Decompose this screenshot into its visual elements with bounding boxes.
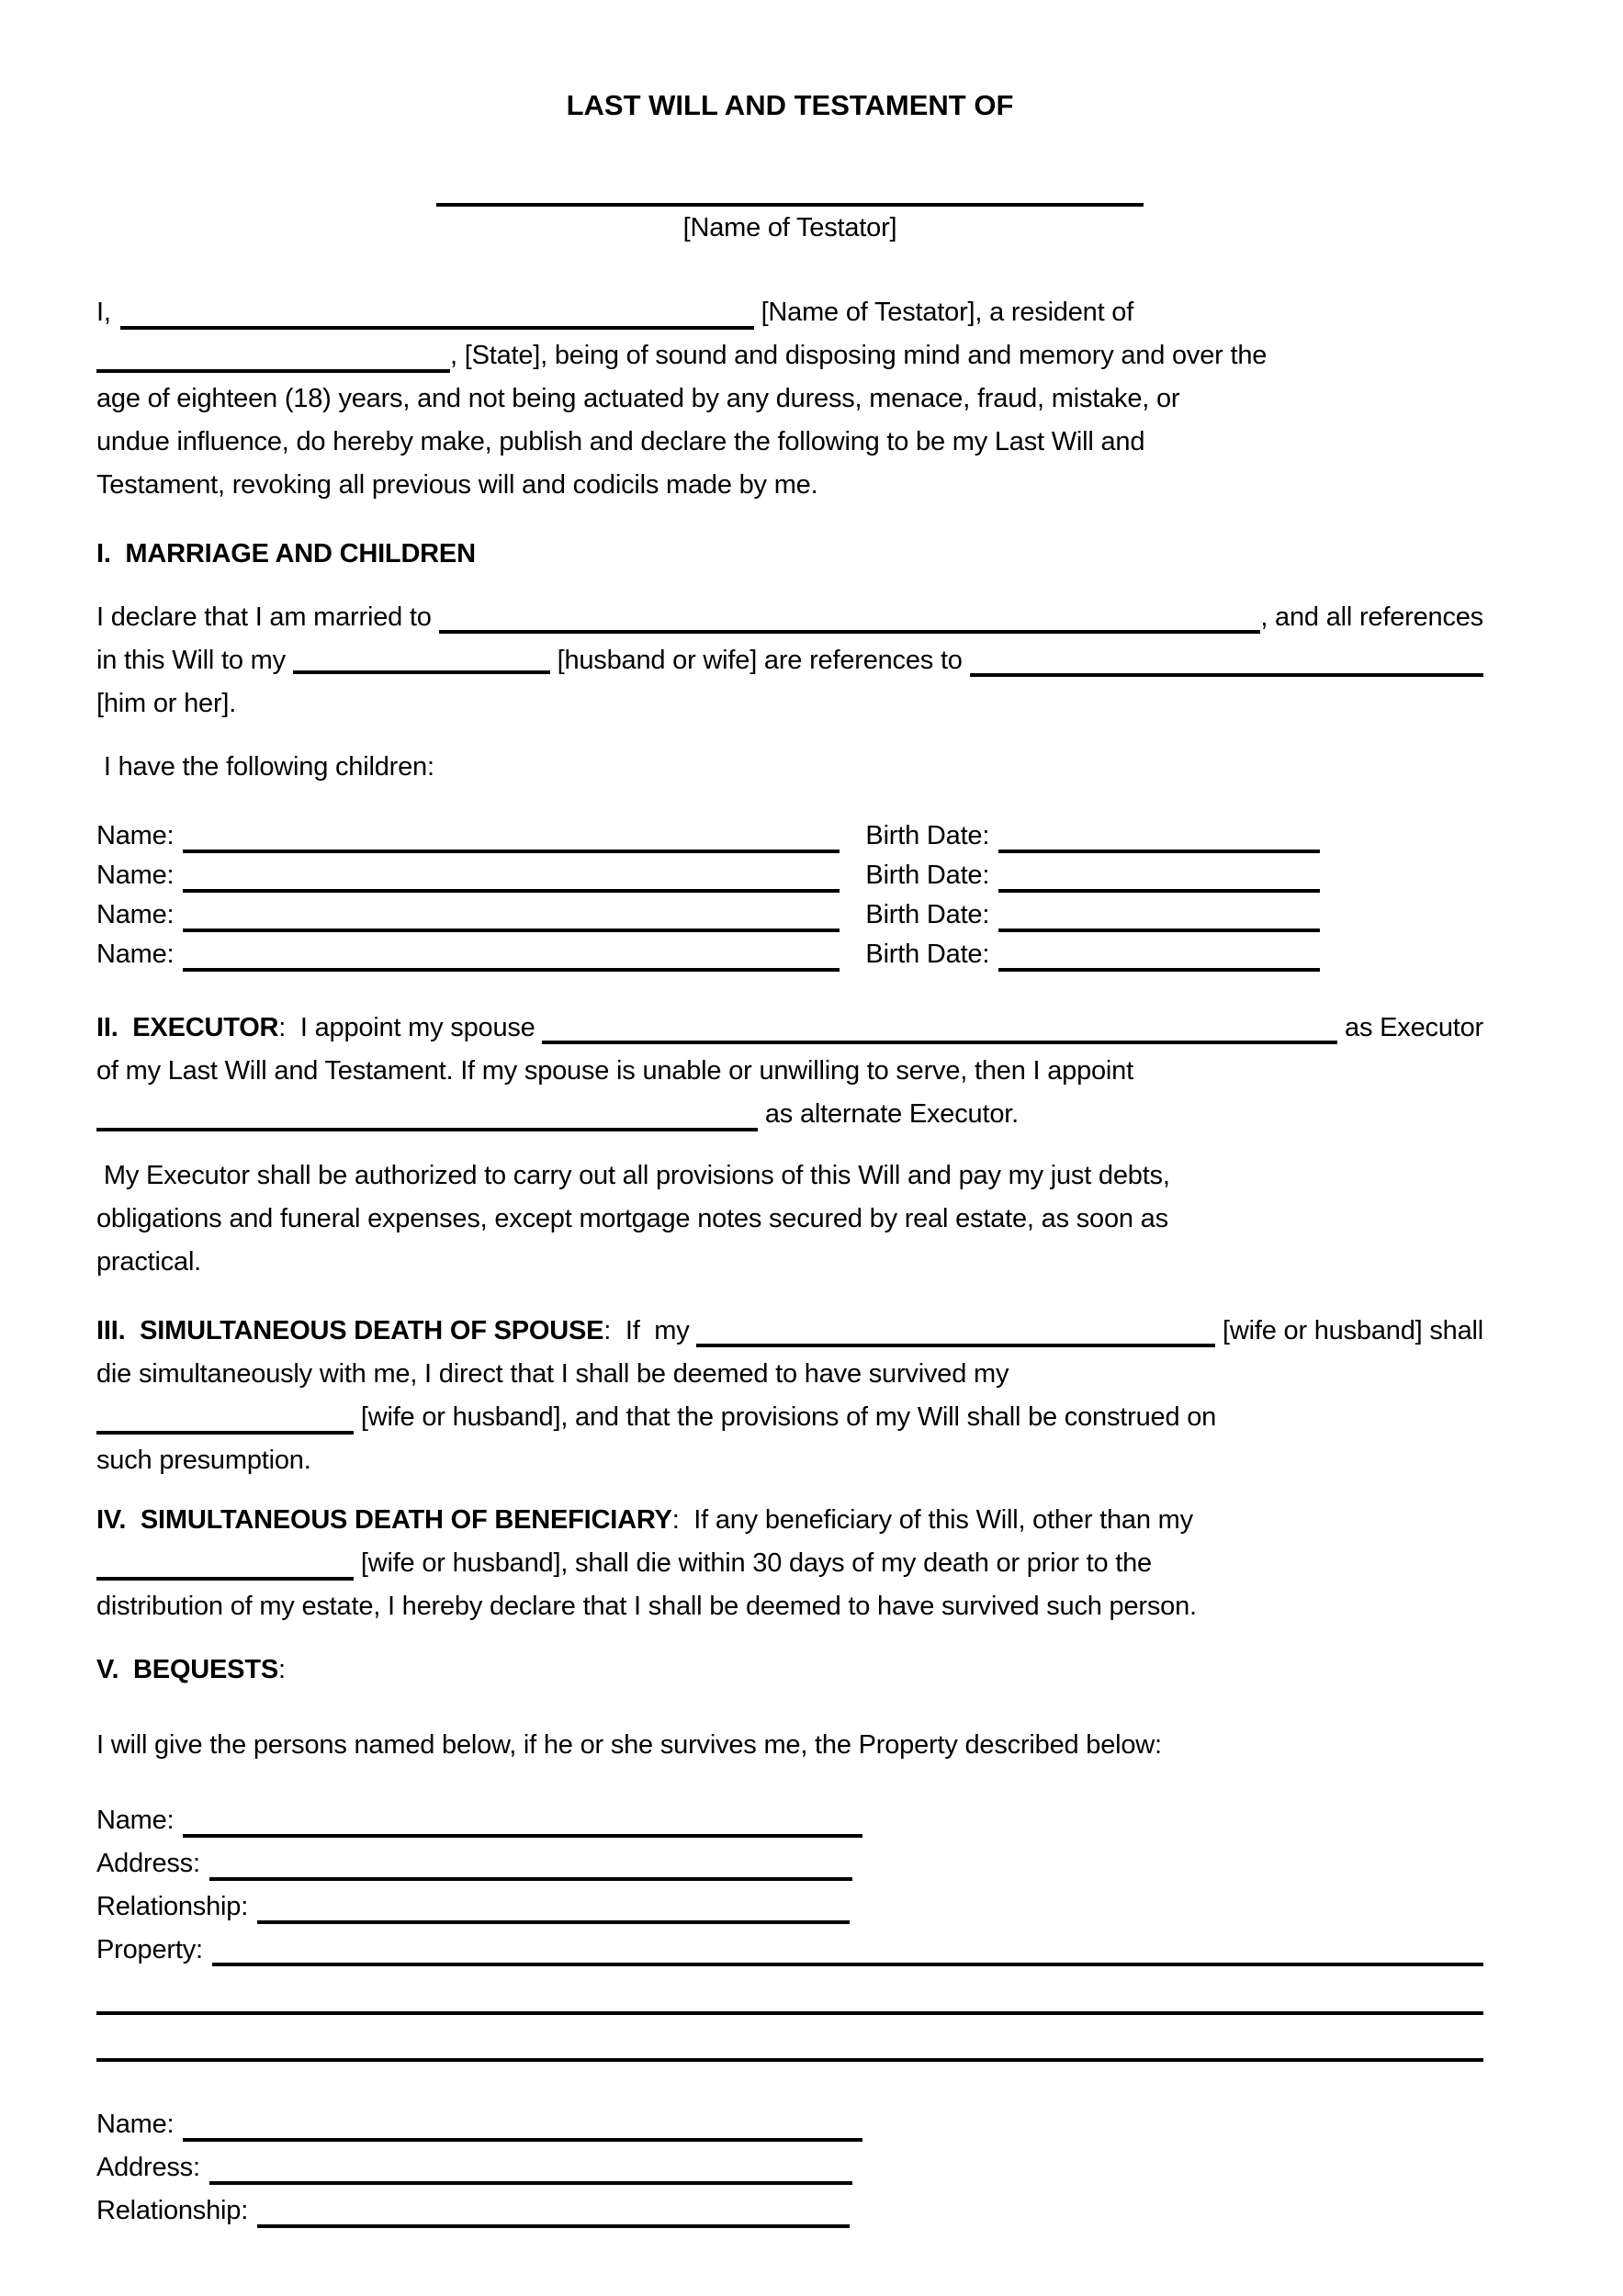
section-heading-bequests-line: V. BEQUESTS: [96, 1655, 286, 1684]
children-list [96, 816, 1483, 974]
opening-line-1: I, [Name of Testator], a resident of [96, 291, 1483, 334]
spouse-death-paragraph [96, 1310, 1483, 1482]
child-row-4: Name: Birth Date: [96, 935, 1483, 974]
testator-name-field[interactable] [120, 295, 754, 330]
executor-line-1: II. EXECUTOR : I appoint my spouse as Executor [96, 1007, 1483, 1050]
beneficiary-death-paragraph [96, 1499, 1483, 1628]
child-4-birth-date-field[interactable] [998, 940, 1320, 972]
section-heading-marriage: I. MARRIAGE AND CHILDREN [96, 539, 476, 568]
section-heading-executor: II. EXECUTOR [96, 1013, 279, 1042]
spouse-death-line-1: III. SIMULTANEOUS DEATH OF SPOUSE : If my [wife or husband] shall [96, 1310, 1483, 1353]
bequests-intro: I will give the persons named below, if he or she survives me, the Property described below: [96, 1730, 1162, 1760]
spouse-death-line-4: such presumption. [96, 1446, 311, 1475]
executor-line-2: of my Last Will and Testament. If my spouse is unable or unwilling to serve, then I appoint [96, 1056, 1133, 1086]
property-continuation-line-2[interactable] [96, 2019, 1483, 2062]
executor-powers-paragraph [96, 1154, 1483, 1284]
spouse-death-line-3: [wife or husband], and that the provisions of my Will shall be construed on [96, 1396, 1483, 1439]
child-1-birth-date-field[interactable] [998, 822, 1320, 853]
husband-or-wife-field[interactable] [293, 639, 550, 674]
child-row-1: Name: Birth Date: [96, 816, 1483, 856]
beneficiary-2-name-row: Name: [96, 2103, 1483, 2146]
beneficiary-2-relationship-row: Relationship: [96, 2189, 1483, 2233]
section-heading-beneficiary-death: IV. SIMULTANEOUS DEATH OF BENEFICIARY [96, 1505, 672, 1535]
beneficiary-death-line-3: distribution of my estate, I hereby declare that I shall be deemed to have survived such person. [96, 1592, 1197, 1621]
beneficiary-death-line-2: [wife or husband], shall die within 30 days of my death or prior to the [96, 1542, 1483, 1585]
child-3-birth-date-field[interactable] [998, 901, 1320, 932]
children-intro: I have the following children: [96, 752, 434, 782]
testator-caption: [Name of Testator] [682, 213, 897, 242]
beneficiary-2-address-row: Address: [96, 2146, 1483, 2189]
wife-or-husband-field-1[interactable] [696, 1310, 1215, 1347]
wife-or-husband-field-2[interactable] [96, 1400, 354, 1435]
wife-or-husband-field-3[interactable] [96, 1546, 354, 1581]
property-continuation-line-1[interactable] [96, 1972, 1483, 2015]
child-4-name-field[interactable] [183, 940, 840, 972]
marriage-line-3: [him or her]. [96, 689, 237, 718]
beneficiary-1-name-field[interactable] [183, 1803, 862, 1838]
section-heading-spouse-death: III. SIMULTANEOUS DEATH OF SPOUSE [96, 1316, 604, 1345]
child-2-name-field[interactable] [183, 861, 840, 893]
beneficiary-1-property-field[interactable] [212, 1929, 1483, 1966]
executor-powers-line-3: practical. [96, 1247, 202, 1277]
marriage-paragraph [96, 596, 1483, 726]
executor-paragraph [96, 1007, 1483, 1136]
beneficiary-1-relationship-row: Relationship: [96, 1885, 1483, 1929]
spouse-executor-field[interactable] [542, 1007, 1337, 1044]
opening-line-4: undue influence, do hereby make, publish and declare the following to be my Last Will and [96, 427, 1145, 456]
executor-line-3: as alternate Executor. [96, 1093, 1483, 1136]
spouse-reference-field[interactable] [970, 639, 1483, 677]
beneficiary-1-name-row: Name: [96, 1799, 1483, 1842]
beneficiary-1-address-field[interactable] [209, 1846, 852, 1881]
spouse-name-field[interactable] [439, 596, 1261, 634]
spouse-death-line-2: die simultaneously with me, I direct that I shall be deemed to have survived my [96, 1359, 1009, 1389]
beneficiary-1-property-row: Property: [96, 1929, 1483, 1972]
beneficiary-1-address-row: Address: [96, 1842, 1483, 1885]
executor-powers-line-2: obligations and funeral expenses, except mortgage notes secured by real estate, as soon as [96, 1204, 1168, 1233]
beneficiary-2-name-field[interactable] [183, 2107, 862, 2142]
document-title: LAST WILL AND TESTAMENT OF [566, 89, 1014, 121]
marriage-line-1: I declare that I am married to , and all references [96, 596, 1483, 639]
beneficiary-1-relationship-field[interactable] [257, 1889, 850, 1924]
child-1-name-field[interactable] [183, 822, 840, 853]
beneficiary-2-address-field[interactable] [209, 2150, 852, 2185]
beneficiary-block-1 [96, 1799, 1483, 2062]
section-heading-bequests: V. BEQUESTS [96, 1655, 278, 1684]
opening-line-2: , [State], being of sound and disposing mind and memory and over the [96, 334, 1483, 377]
child-2-birth-date-field[interactable] [998, 861, 1320, 893]
opening-paragraph [96, 291, 1483, 507]
child-3-name-field[interactable] [183, 901, 840, 932]
alternate-executor-field[interactable] [96, 1097, 758, 1131]
state-field[interactable] [96, 338, 450, 373]
marriage-line-2: in this Will to my [husband or wife] are references to [96, 639, 1483, 682]
beneficiary-2-relationship-field[interactable] [257, 2193, 850, 2228]
executor-powers-line-1: My Executor shall be authorized to carry out all provisions of this Will and pay my just debts, [96, 1161, 1170, 1190]
child-row-2: Name: Birth Date: [96, 856, 1483, 895]
opening-line-5: Testament, revoking all previous will and codicils made by me. [96, 470, 818, 500]
beneficiary-block-2 [96, 2103, 1483, 2233]
opening-line-3: age of eighteen (18) years, and not being actuated by any duress, menace, fraud, mistake, or [96, 384, 1180, 413]
beneficiary-death-line-1: IV. SIMULTANEOUS DEATH OF BENEFICIARY: If any beneficiary of this Will, other than my [96, 1505, 1193, 1535]
child-row-3: Name: Birth Date: [96, 895, 1483, 935]
